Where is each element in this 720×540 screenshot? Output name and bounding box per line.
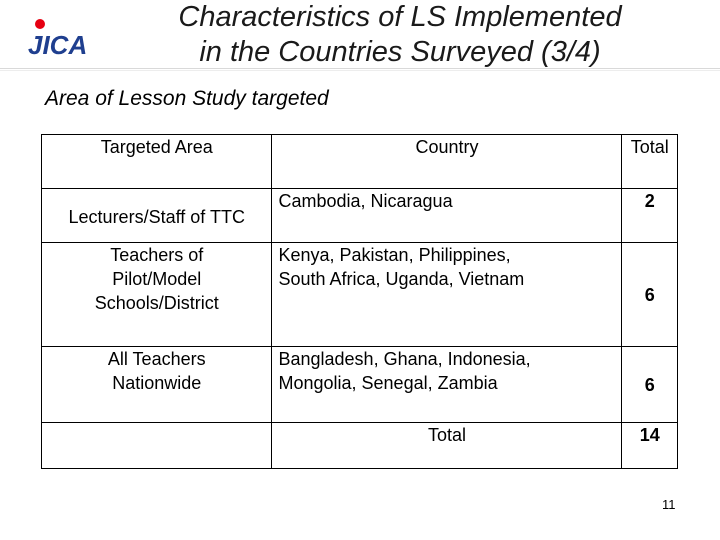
cell-empty bbox=[42, 423, 272, 469]
cell-country bbox=[272, 243, 622, 347]
cell-targeted-area bbox=[42, 243, 272, 347]
cell-country bbox=[272, 189, 622, 243]
page-number: 11 bbox=[662, 497, 676, 512]
section-subtitle: Area of Lesson Study targeted bbox=[45, 87, 329, 110]
cell-line: Pilot/Model bbox=[112, 269, 202, 289]
title-divider bbox=[0, 68, 720, 69]
cell-total: 6 bbox=[622, 347, 678, 423]
title-line-2: in the Countries Surveyed (3/4) bbox=[199, 36, 601, 68]
cell-targeted-area bbox=[42, 189, 272, 243]
page-title bbox=[100, 0, 700, 70]
logo-wordmark: JICA bbox=[28, 30, 88, 60]
header-targeted-area: Targeted Area bbox=[42, 135, 272, 189]
cell-country bbox=[272, 347, 622, 423]
cell-line: Mongolia, Senegal, Zambia bbox=[278, 373, 498, 393]
cell-line: Schools/District bbox=[94, 293, 219, 313]
cell-line: Lecturers/Staff of TTC bbox=[68, 207, 245, 227]
title-divider-shadow bbox=[0, 70, 720, 71]
cell-total: 6 bbox=[622, 243, 678, 347]
cell-line: Kenya, Pakistan, Philippines, bbox=[278, 245, 511, 265]
title-line-1: Characteristics of LS Implemented bbox=[178, 1, 622, 33]
cell-line: Nationwide bbox=[112, 373, 202, 393]
table-header-row bbox=[42, 135, 678, 189]
cell-targeted-area bbox=[42, 347, 272, 423]
table-total-row bbox=[42, 423, 678, 469]
cell-line: Teachers of bbox=[110, 245, 204, 265]
cell-total: 2 bbox=[622, 189, 678, 243]
cell-grand-total: 14 bbox=[622, 423, 678, 469]
cell-line: Bangladesh, Ghana, Indonesia, bbox=[278, 349, 531, 369]
header-total: Total bbox=[622, 135, 678, 189]
logo-dot-icon bbox=[35, 19, 45, 29]
cell-line: South Africa, Uganda, Vietnam bbox=[278, 269, 525, 289]
lesson-study-table bbox=[41, 134, 678, 469]
table-row bbox=[42, 347, 678, 423]
cell-line: Cambodia, Nicaragua bbox=[278, 191, 453, 211]
cell-total-label: Total bbox=[272, 423, 622, 469]
cell-line: All Teachers bbox=[107, 349, 206, 369]
jica-logo bbox=[24, 10, 100, 66]
table-row bbox=[42, 189, 678, 243]
header-country: Country bbox=[272, 135, 622, 189]
table-row bbox=[42, 243, 678, 347]
